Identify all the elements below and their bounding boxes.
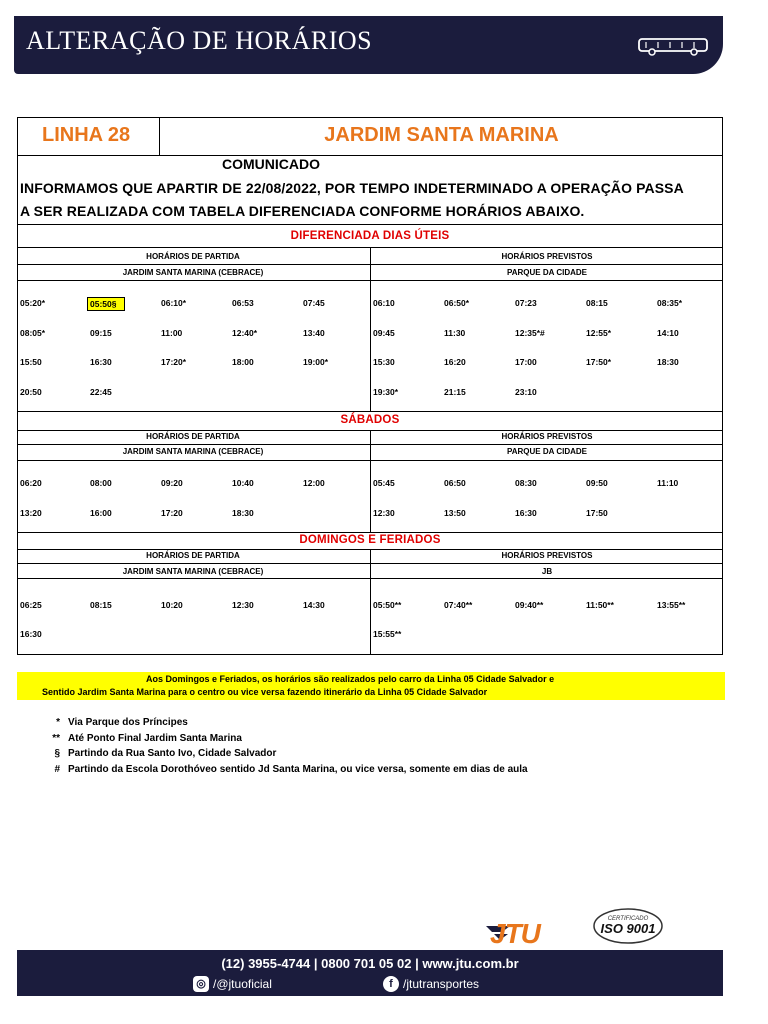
schedule-time: 12:00 xyxy=(303,478,325,488)
facebook-icon: f xyxy=(383,976,399,992)
schedule-time: 17:20* xyxy=(161,357,187,367)
forecast-origin: PARQUE DA CIDADE xyxy=(506,447,587,456)
schedule-time: 18:00 xyxy=(232,357,254,367)
schedule-time: 15:50 xyxy=(20,357,42,367)
schedule-time: 16:30 xyxy=(90,357,112,367)
iso-caption: CERTIFICADO xyxy=(607,916,649,922)
schedule-time: 16:30 xyxy=(515,508,537,518)
schedule-time: 06:25 xyxy=(20,600,42,610)
schedule-time: 05:45 xyxy=(373,478,395,488)
notice-title: COMUNICADO xyxy=(222,156,320,172)
schedule-time: 05:50§ xyxy=(88,298,124,310)
legend-text: Partindo da Escola Dorothóveo sentido Jd Santa Marina, ou vice versa, somente em dias de aula xyxy=(68,764,528,775)
legend-item xyxy=(40,764,528,775)
route-destination: JARDIM SANTA MARINA xyxy=(324,124,559,146)
schedule-time: 08:35* xyxy=(657,298,683,308)
contact-phones: (12) 3955-4744 | 0800 701 05 02 | www.jtu.com.br xyxy=(221,956,519,971)
schedule-time: 13:40 xyxy=(303,328,325,338)
schedule-time: 12:30 xyxy=(232,600,254,610)
schedule-time: 14:30 xyxy=(303,600,325,610)
forecast-origin: PARQUE DA CIDADE xyxy=(506,268,587,277)
legend-symbol: § xyxy=(54,748,60,759)
schedule-time: 09:20 xyxy=(161,478,183,488)
divider xyxy=(18,224,723,225)
instagram-icon: ◎ xyxy=(193,976,209,992)
forecast-header: HORÁRIOS PREVISTOS xyxy=(501,432,593,441)
facebook-handle: /jtutransportes xyxy=(403,977,480,991)
iso-label: ISO 9001 xyxy=(600,921,656,936)
legend-item xyxy=(40,748,276,759)
bus-icon xyxy=(638,38,710,56)
departure-header: HORÁRIOS DE PARTIDA xyxy=(146,432,240,441)
schedule-time: 13:50 xyxy=(444,508,466,518)
legend-symbol: * xyxy=(56,717,60,728)
departure-header: HORÁRIOS DE PARTIDA xyxy=(146,551,240,560)
facebook-link[interactable] xyxy=(383,976,479,992)
holiday-notice-line-2: Sentido Jardim Santa Marina para o centro ou vice versa fazendo itinerário da Linha 05 Cidade Salvador xyxy=(42,687,488,697)
schedule-time: 12:30 xyxy=(373,508,395,518)
schedule-time: 07:23 xyxy=(515,298,537,308)
schedule-time: 10:40 xyxy=(232,478,254,488)
schedule-time: 08:00 xyxy=(90,478,112,488)
legend-symbol: # xyxy=(54,764,60,775)
line-number: LINHA 28 xyxy=(42,124,131,146)
schedule-time: 11:10 xyxy=(657,478,679,488)
schedule-time: 17:20 xyxy=(161,508,183,518)
schedule-time: 18:30 xyxy=(657,357,679,367)
page-title: ALTERAÇÃO DE HORÁRIOS xyxy=(26,26,373,55)
section-title-weekdays: DIFERENCIADA DIAS ÚTEIS xyxy=(290,230,450,242)
column-divider xyxy=(370,550,371,655)
schedule-time: 07:45 xyxy=(303,298,325,308)
schedule-time: 09:45 xyxy=(373,328,395,338)
departure-origin: JARDIM SANTA MARINA (CEBRACE) xyxy=(122,567,264,576)
schedule-time: 17:00 xyxy=(515,357,537,367)
column-divider xyxy=(370,431,371,532)
notice-line-1: INFORMAMOS QUE APARTIR DE 22/08/2022, POR TEMPO INDETERMINADO A OPERAÇÃO PASSA xyxy=(20,180,684,196)
column-divider xyxy=(370,248,371,411)
legend-item xyxy=(40,717,188,728)
instagram-handle: /@jtuoficial xyxy=(213,977,272,991)
iso-certification-seal xyxy=(590,906,672,946)
schedule-time: 10:20 xyxy=(161,600,183,610)
schedule-time: 08:30 xyxy=(515,478,537,488)
schedule-time: 08:05* xyxy=(20,328,46,338)
forecast-header: HORÁRIOS PREVISTOS xyxy=(501,252,593,261)
schedule-time: 19:00* xyxy=(303,357,329,367)
schedule-time: 13:55** xyxy=(657,600,686,610)
schedule-time: 06:50* xyxy=(444,298,470,308)
schedule-time: 08:15 xyxy=(90,600,112,610)
schedule-time: 12:35*# xyxy=(515,328,545,338)
schedule-time: 05:50** xyxy=(373,600,402,610)
company-logo: JTU xyxy=(490,918,540,949)
schedule-time: 16:20 xyxy=(444,357,466,367)
holiday-notice-line-1: Aos Domingos e Feriados, os horários são realizados pelo carro da Linha 05 Cidade Salvador e xyxy=(146,674,555,684)
schedule-time: 07:40** xyxy=(444,600,473,610)
schedule-time: 08:15 xyxy=(586,298,608,308)
schedule-time: 12:40* xyxy=(232,328,258,338)
schedule-time: 11:50** xyxy=(586,600,614,610)
departure-header: HORÁRIOS DE PARTIDA xyxy=(146,252,240,261)
legend-symbol: ** xyxy=(52,733,60,744)
departure-origin: JARDIM SANTA MARINA (CEBRACE) xyxy=(122,268,264,277)
schedule-time: 06:20 xyxy=(20,478,42,488)
schedule-time: 19:30* xyxy=(373,387,399,397)
schedule-time: 17:50* xyxy=(586,357,612,367)
schedule-time: 21:15 xyxy=(444,387,466,397)
section-title-sunday: DOMINGOS E FERIADOS xyxy=(299,534,441,546)
legend-text: Até Ponto Final Jardim Santa Marina xyxy=(68,733,242,744)
contact-footer xyxy=(17,950,723,996)
instagram-link[interactable] xyxy=(193,976,272,992)
schedule-time: 06:53 xyxy=(232,298,254,308)
schedule-time: 11:30 xyxy=(444,328,466,338)
schedule-time: 05:20* xyxy=(20,298,46,308)
schedule-time: 06:10* xyxy=(161,298,187,308)
schedule-time: 15:30 xyxy=(373,357,395,367)
schedule-time: 15:55** xyxy=(373,629,402,639)
schedule-time: 11:00 xyxy=(161,328,183,338)
legend-item xyxy=(40,733,242,744)
notice-line-2: A SER REALIZADA COM TABELA DIFERENCIADA CONFORME HORÁRIOS ABAIXO. xyxy=(20,203,585,219)
schedule-time: 22:45 xyxy=(90,387,112,397)
schedule-time: 23:10 xyxy=(515,387,537,397)
forecast-header: HORÁRIOS PREVISTOS xyxy=(501,551,593,560)
schedule-time: 14:10 xyxy=(657,328,679,338)
divider xyxy=(18,532,723,533)
schedule-time: 06:50 xyxy=(444,478,466,488)
schedule-time: 09:15 xyxy=(90,328,112,338)
schedule-time: 12:55* xyxy=(586,328,612,338)
legend-text: Via Parque dos Príncipes xyxy=(68,717,188,728)
divider xyxy=(18,155,723,156)
divider xyxy=(18,411,723,412)
schedule-time: 16:30 xyxy=(20,629,42,639)
schedule-time: 17:50 xyxy=(586,508,608,518)
section-title-saturday: SÁBADOS xyxy=(340,414,400,426)
schedule-time: 09:50 xyxy=(586,478,608,488)
schedule-time: 16:00 xyxy=(90,508,112,518)
legend-text: Partindo da Rua Santo Ivo, Cidade Salvador xyxy=(68,748,277,759)
schedule-time: 18:30 xyxy=(232,508,254,518)
schedule-time: 20:50 xyxy=(20,387,42,397)
forecast-destination: JB xyxy=(541,567,553,576)
schedule-time: 06:10 xyxy=(373,298,395,308)
schedule-time: 13:20 xyxy=(20,508,42,518)
schedule-time: 09:40** xyxy=(515,600,544,610)
departure-origin: JARDIM SANTA MARINA (CEBRACE) xyxy=(122,447,264,456)
